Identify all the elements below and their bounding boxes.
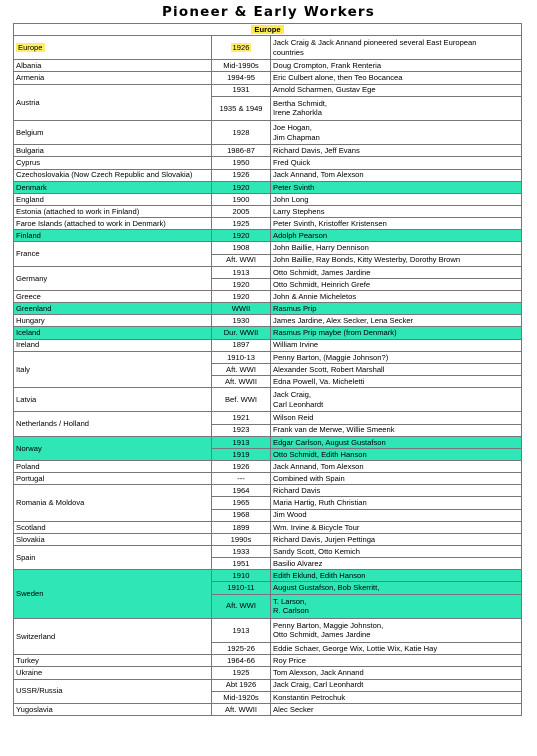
year-cell: 1994-95 bbox=[212, 72, 271, 84]
country-cell: USSR/Russia bbox=[14, 679, 212, 703]
names-cell bbox=[271, 521, 522, 533]
country-cell: Finland bbox=[14, 230, 212, 242]
country-cell: France bbox=[14, 242, 212, 266]
worker-names: Otto Schmidt, James Jardine bbox=[273, 630, 371, 640]
year-cell: 1913 bbox=[212, 266, 271, 278]
country-cell: Greece bbox=[14, 291, 212, 303]
worker-names: Sandy Scott, Otto Kemich bbox=[273, 546, 360, 556]
country-cell: Portugal bbox=[14, 473, 212, 485]
year-cell: 1926 bbox=[212, 169, 271, 181]
table-row bbox=[14, 266, 522, 278]
names-cell bbox=[271, 230, 522, 242]
country-cell: Iceland bbox=[14, 327, 212, 339]
year-cell: 1933 bbox=[212, 545, 271, 557]
worker-names: William Irvine bbox=[273, 340, 319, 350]
year-cell: Dur. WWII bbox=[212, 327, 271, 339]
year-cell: 1913 bbox=[212, 436, 271, 448]
year-cell: 1910 bbox=[212, 570, 271, 582]
worker-names: Richard Davis bbox=[273, 486, 321, 496]
names-cell bbox=[271, 351, 522, 363]
names-cell bbox=[271, 497, 522, 509]
worker-names: Rasmus Prip maybe (from Denmark) bbox=[273, 328, 397, 338]
worker-names: Rasmus Prip bbox=[273, 303, 317, 313]
worker-names: Konstantin Petrochuk bbox=[273, 692, 346, 702]
country-cell: Scotland bbox=[14, 521, 212, 533]
table-row bbox=[14, 485, 522, 497]
worker-names: Jim Chapman bbox=[273, 132, 320, 142]
table-row bbox=[14, 157, 522, 169]
worker-names: Edna Powell, Va. Micheletti bbox=[273, 376, 365, 386]
country-cell: Norway bbox=[14, 436, 212, 460]
year-cell: 1931 bbox=[212, 84, 271, 96]
year-cell: 1968 bbox=[212, 509, 271, 521]
worker-names: Edith Eklund, Edith Hanson bbox=[273, 571, 366, 581]
names-cell bbox=[271, 327, 522, 339]
names-cell bbox=[271, 460, 522, 472]
page-title: Pioneer & Early Workers bbox=[161, 4, 376, 20]
country-cell: Germany bbox=[14, 266, 212, 290]
year-cell: Aft. WWI bbox=[212, 594, 271, 618]
names-cell bbox=[271, 643, 522, 655]
table-row bbox=[14, 460, 522, 472]
year-cell: 1897 bbox=[212, 339, 271, 351]
year-cell: 1908 bbox=[212, 242, 271, 254]
names-cell bbox=[271, 157, 522, 169]
table-row bbox=[14, 339, 522, 351]
worker-names: Edgar Carlson, August Gustafson bbox=[273, 437, 386, 447]
worker-names: John Long bbox=[273, 194, 309, 204]
year-cell: 1920 bbox=[212, 181, 271, 193]
table-row bbox=[14, 291, 522, 303]
names-cell bbox=[271, 254, 522, 266]
year-cell: 1910-13 bbox=[212, 351, 271, 363]
country-cell: Slovakia bbox=[14, 533, 212, 545]
table-row bbox=[14, 84, 522, 96]
country-cell: Faroe Islands (attached to work in Denmark) bbox=[14, 218, 212, 230]
country-cell: Poland bbox=[14, 460, 212, 472]
worker-names: Peter Svinth, Kristoffer Kristensen bbox=[273, 218, 387, 228]
names-cell bbox=[271, 291, 522, 303]
table-row bbox=[14, 545, 522, 557]
names-cell bbox=[271, 618, 522, 642]
worker-names: Basilio Alvarez bbox=[273, 558, 323, 568]
names-cell bbox=[271, 473, 522, 485]
names-cell bbox=[271, 278, 522, 290]
year-highlight: 1926 bbox=[232, 42, 250, 52]
year-cell: Bef. WWI bbox=[212, 388, 271, 412]
year-cell: 1986-87 bbox=[212, 145, 271, 157]
country-cell: Sweden bbox=[14, 570, 212, 619]
country-cell: Czechoslovakia (Now Czech Republic and Slovakia) bbox=[14, 169, 212, 181]
names-cell bbox=[271, 594, 522, 618]
worker-names: Jack Annand, Tom Alexson bbox=[273, 170, 364, 180]
worker-names: Otto Schmidt, Heinrich Grefe bbox=[273, 279, 371, 289]
table-row bbox=[14, 169, 522, 181]
year-cell: 1925 bbox=[212, 667, 271, 679]
worker-names: Doug Crompton, Frank Renteria bbox=[273, 61, 382, 71]
country-cell: Latvia bbox=[14, 388, 212, 412]
worker-names: Maria Hartig, Ruth Christian bbox=[273, 498, 367, 508]
year-cell bbox=[212, 36, 271, 60]
table-row bbox=[14, 193, 522, 205]
country-cell: Spain bbox=[14, 545, 212, 569]
worker-names: Jim Wood bbox=[273, 510, 307, 520]
table-row bbox=[14, 121, 522, 145]
country-cell: Hungary bbox=[14, 315, 212, 327]
year-cell: WWII bbox=[212, 303, 271, 315]
worker-names: Otto Schmidt, James Jardine bbox=[273, 267, 371, 277]
year-cell: Mid-1920s bbox=[212, 691, 271, 703]
worker-names: Jack Annand, Tom Alexson bbox=[273, 461, 364, 471]
table-row bbox=[14, 655, 522, 667]
names-cell bbox=[271, 582, 522, 594]
table-row bbox=[14, 72, 522, 84]
worker-names: countries bbox=[273, 47, 304, 57]
year-cell: 1923 bbox=[212, 424, 271, 436]
worker-names: Combined with Spain bbox=[273, 473, 345, 483]
worker-names: Richard Davis, Jeff Evans bbox=[273, 146, 360, 156]
country-cell: Belgium bbox=[14, 121, 212, 145]
country-cell bbox=[14, 36, 212, 60]
country-cell: Netherlands / Holland bbox=[14, 412, 212, 436]
year-cell: 1964 bbox=[212, 485, 271, 497]
year-cell: 2005 bbox=[212, 206, 271, 218]
year-cell: 1928 bbox=[212, 121, 271, 145]
country-cell: Ukraine bbox=[14, 667, 212, 679]
names-cell bbox=[271, 121, 522, 145]
year-cell: 1925-26 bbox=[212, 643, 271, 655]
worker-names: Carl Leonhardt bbox=[273, 399, 324, 409]
country-cell: Ireland bbox=[14, 339, 212, 351]
year-cell: Aft. WWI bbox=[212, 254, 271, 266]
names-cell bbox=[271, 570, 522, 582]
worker-names: Otto Schmidt, Edith Hanson bbox=[273, 449, 367, 459]
table-row bbox=[14, 388, 522, 412]
names-cell bbox=[271, 266, 522, 278]
names-cell bbox=[271, 412, 522, 424]
table-row bbox=[14, 533, 522, 545]
worker-names: Penny Barton, (Maggie Johnson?) bbox=[273, 352, 389, 362]
table-row bbox=[14, 315, 522, 327]
names-cell bbox=[271, 679, 522, 691]
worker-names: Irene Zahorkla bbox=[273, 108, 322, 118]
names-cell bbox=[271, 703, 522, 715]
year-cell: 1910-11 bbox=[212, 582, 271, 594]
worker-names: T. Larson, bbox=[273, 596, 307, 606]
worker-names: Richard Davis, Jurjen Pettinga bbox=[273, 534, 376, 544]
worker-names: Eddie Schaer, George Wix, Lottie Wix, Katie Hay bbox=[273, 643, 438, 653]
worker-names: August Gustafson, Bob Skerritt, bbox=[273, 583, 380, 593]
country-cell: Armenia bbox=[14, 72, 212, 84]
worker-names: Alexander Scott, Robert Marshall bbox=[273, 364, 385, 374]
names-cell bbox=[271, 339, 522, 351]
table-row bbox=[14, 521, 522, 533]
header-row bbox=[14, 24, 522, 36]
names-cell bbox=[271, 36, 522, 60]
country-cell: Switzerland bbox=[14, 618, 212, 654]
worker-names: Frank van de Merwe, Willie Smeenk bbox=[273, 425, 395, 435]
names-cell bbox=[271, 363, 522, 375]
table-row bbox=[14, 667, 522, 679]
names-cell bbox=[271, 448, 522, 460]
year-cell: Aft. WWI bbox=[212, 363, 271, 375]
table-row bbox=[14, 412, 522, 424]
worker-names: John Baillie, Harry Dennison bbox=[273, 243, 369, 253]
country-cell: Turkey bbox=[14, 655, 212, 667]
names-cell bbox=[271, 509, 522, 521]
worker-names: Roy Price bbox=[273, 656, 306, 666]
names-cell bbox=[271, 375, 522, 387]
worker-names: Jack Craig, bbox=[273, 390, 311, 400]
country-cell: Austria bbox=[14, 84, 212, 120]
year-cell: 1990s bbox=[212, 533, 271, 545]
worker-names: Eric Culbert alone, then Teo Bocancea bbox=[273, 73, 403, 83]
year-cell: Abt 1926 bbox=[212, 679, 271, 691]
names-cell bbox=[271, 655, 522, 667]
table-row bbox=[14, 181, 522, 193]
country-highlight: Europe bbox=[18, 42, 43, 52]
table-row bbox=[14, 436, 522, 448]
worker-names: Alec Secker bbox=[273, 704, 314, 714]
year-cell: 1964-66 bbox=[212, 655, 271, 667]
names-cell bbox=[271, 388, 522, 412]
names-cell bbox=[271, 206, 522, 218]
names-cell bbox=[271, 424, 522, 436]
names-cell bbox=[271, 242, 522, 254]
worker-names: Bertha Schmidt, bbox=[273, 98, 328, 108]
names-cell bbox=[271, 181, 522, 193]
country-cell: Italy bbox=[14, 351, 212, 387]
table-row bbox=[14, 36, 522, 60]
table-row bbox=[14, 570, 522, 582]
table-row bbox=[14, 230, 522, 242]
year-cell: 1926 bbox=[212, 460, 271, 472]
table-row bbox=[14, 703, 522, 715]
region-header bbox=[14, 24, 522, 36]
worker-names: Peter Svinth bbox=[273, 182, 315, 192]
year-cell: 1913 bbox=[212, 618, 271, 642]
names-cell bbox=[271, 303, 522, 315]
country-cell: Romania & Moldova bbox=[14, 485, 212, 521]
names-cell bbox=[271, 485, 522, 497]
table-row bbox=[14, 206, 522, 218]
year-cell: 1920 bbox=[212, 291, 271, 303]
year-cell: Aft. WWII bbox=[212, 703, 271, 715]
year-cell: 1919 bbox=[212, 448, 271, 460]
worker-names: Wilson Reid bbox=[273, 413, 314, 423]
table-row bbox=[14, 473, 522, 485]
names-cell bbox=[271, 545, 522, 557]
worker-names: Larry Stephens bbox=[273, 206, 325, 216]
names-cell bbox=[271, 72, 522, 84]
year-cell: 1925 bbox=[212, 218, 271, 230]
table-row bbox=[14, 327, 522, 339]
worker-names: Adolph Pearson bbox=[273, 231, 328, 241]
names-cell bbox=[271, 667, 522, 679]
worker-names: Joe Hogan, bbox=[273, 123, 312, 133]
country-cell: Greenland bbox=[14, 303, 212, 315]
table-row bbox=[14, 679, 522, 691]
year-cell: 1950 bbox=[212, 157, 271, 169]
names-cell bbox=[271, 315, 522, 327]
year-cell: 1965 bbox=[212, 497, 271, 509]
names-cell bbox=[271, 218, 522, 230]
names-cell bbox=[271, 145, 522, 157]
worker-names: Arnold Scharmen, Gustav Ege bbox=[273, 85, 376, 95]
year-cell: Aft. WWII bbox=[212, 375, 271, 387]
worker-names: R. Carlson bbox=[273, 606, 309, 616]
table-body bbox=[14, 36, 522, 716]
year-cell: 1951 bbox=[212, 558, 271, 570]
names-cell bbox=[271, 558, 522, 570]
year-cell: 1921 bbox=[212, 412, 271, 424]
year-cell: 1900 bbox=[212, 193, 271, 205]
worker-names: Penny Barton, Maggie Johnston, bbox=[273, 620, 384, 630]
country-cell: Cyprus bbox=[14, 157, 212, 169]
names-cell bbox=[271, 96, 522, 120]
year-cell: Mid-1990s bbox=[212, 60, 271, 72]
table-row bbox=[14, 303, 522, 315]
worker-names: Tom Alexson, Jack Annand bbox=[273, 668, 364, 678]
worker-names: Jack Craig & Jack Annand pioneered several East European bbox=[273, 38, 477, 48]
country-cell: Estonia (attached to work in Finland) bbox=[14, 206, 212, 218]
names-cell bbox=[271, 533, 522, 545]
worker-names: Jack Craig, Carl Leonhardt bbox=[273, 680, 364, 690]
country-cell: Yugoslavia bbox=[14, 703, 212, 715]
worker-names: John Baillie, Ray Bonds, Kitty Westerby, Dorothy Brown bbox=[273, 255, 461, 265]
country-cell: Denmark bbox=[14, 181, 212, 193]
worker-names: Wm. Irvine & Bicycle Tour bbox=[273, 522, 360, 532]
worker-names: Fred Quick bbox=[273, 158, 311, 168]
table-row bbox=[14, 145, 522, 157]
names-cell bbox=[271, 169, 522, 181]
year-cell: 1899 bbox=[212, 521, 271, 533]
country-cell: England bbox=[14, 193, 212, 205]
names-cell bbox=[271, 84, 522, 96]
table-row bbox=[14, 60, 522, 72]
year-cell: 1920 bbox=[212, 278, 271, 290]
worker-names: John & Annie Micheletos bbox=[273, 291, 357, 301]
year-cell: 1930 bbox=[212, 315, 271, 327]
names-cell bbox=[271, 691, 522, 703]
pioneer-workers-table bbox=[13, 23, 522, 716]
year-cell: 1920 bbox=[212, 230, 271, 242]
table-row bbox=[14, 618, 522, 642]
worker-names: James Jardine, Alex Secker, Lena Secker bbox=[273, 316, 414, 326]
table-row bbox=[14, 218, 522, 230]
year-cell: 1935 & 1949 bbox=[212, 96, 271, 120]
names-cell bbox=[271, 60, 522, 72]
table-row bbox=[14, 351, 522, 363]
country-cell: Albania bbox=[14, 60, 212, 72]
country-cell: Bulgaria bbox=[14, 145, 212, 157]
names-cell bbox=[271, 193, 522, 205]
region-header-label: Europe bbox=[251, 25, 283, 34]
names-cell bbox=[271, 436, 522, 448]
table-row bbox=[14, 242, 522, 254]
year-cell: --- bbox=[212, 473, 271, 485]
